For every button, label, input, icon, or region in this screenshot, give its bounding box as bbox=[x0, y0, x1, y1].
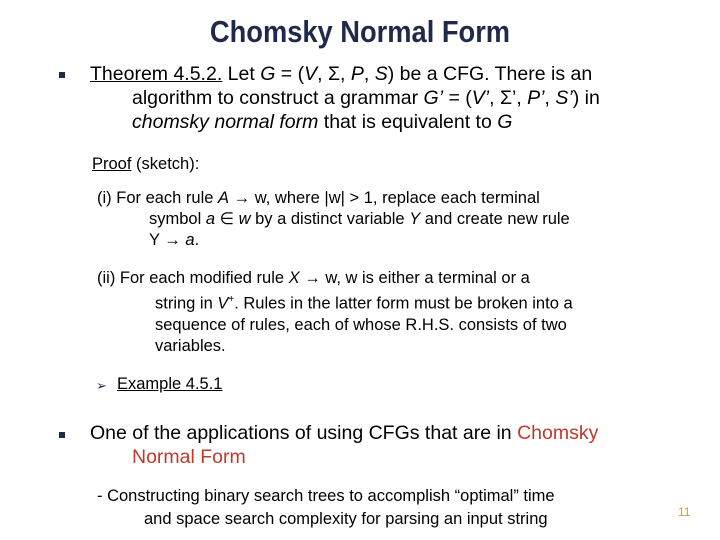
arrow-right-icon: → bbox=[229, 189, 255, 207]
arrow-bullet-icon: ➢ bbox=[96, 378, 107, 393]
text: , bbox=[363, 63, 375, 85]
text: string in bbox=[155, 294, 218, 313]
text: that is equivalent to bbox=[318, 111, 498, 133]
var-p: P bbox=[350, 63, 364, 85]
rule-ii-line-4: variables. bbox=[155, 336, 226, 355]
text: algorithm to construct a grammar bbox=[132, 87, 424, 109]
text: = ( bbox=[443, 87, 472, 109]
bullet-square-icon bbox=[59, 432, 65, 438]
page-number: 11 bbox=[678, 505, 691, 519]
var-v-prime: V’ bbox=[471, 87, 490, 109]
theorem-line-3 bbox=[90, 110, 690, 134]
text: . bbox=[194, 231, 200, 249]
var-y: Y bbox=[409, 210, 421, 228]
text: , bbox=[317, 63, 328, 85]
text: ) be a CFG. There is an bbox=[387, 63, 593, 85]
text: , bbox=[544, 87, 556, 109]
superscript-plus: + bbox=[228, 294, 235, 305]
text: (i) For each rule bbox=[97, 189, 219, 207]
var-s-prime: S’ bbox=[555, 87, 573, 109]
text: and create new rule bbox=[420, 210, 570, 228]
text: . Rules in the latter form must be broken into a bbox=[234, 294, 573, 313]
arrow-right-icon: → bbox=[299, 269, 326, 287]
rule-i-line-2 bbox=[97, 209, 570, 230]
rule-ii-line-2 bbox=[97, 289, 573, 315]
bullet-square-icon bbox=[59, 72, 65, 78]
element-of-symbol: ∈ bbox=[215, 210, 239, 228]
text: , bbox=[340, 63, 351, 85]
text: by a distinct variable bbox=[250, 210, 410, 228]
rule-i-line-3 bbox=[97, 230, 570, 251]
text: (ii) For each modified rule bbox=[97, 269, 289, 287]
var-g: G bbox=[260, 63, 276, 85]
proof-heading bbox=[92, 155, 199, 174]
text: w, where |w| > 1, replace each terminal bbox=[254, 189, 540, 207]
var-s: S bbox=[374, 63, 388, 85]
text: ) in bbox=[572, 87, 600, 109]
highlight-text: Chomsky bbox=[517, 422, 599, 444]
dash-line-1: - Constructing binary search trees to accomplish “optimal” time bbox=[97, 487, 555, 505]
var-v: V bbox=[217, 294, 229, 313]
applications-line-1 bbox=[90, 421, 598, 445]
arrow-right-icon: → bbox=[159, 231, 186, 249]
var-v: V bbox=[304, 63, 318, 85]
text: , bbox=[516, 87, 528, 109]
text: One of the applications of using CFGs that are in bbox=[90, 422, 518, 444]
var-y: Y bbox=[149, 231, 160, 249]
applications-bullet bbox=[90, 421, 598, 469]
sigma-prime-symbol: Σ’ bbox=[499, 87, 517, 109]
proof-label: Proof bbox=[92, 155, 132, 173]
rule-ii-line-3: sequence of rules, each of whose R.H.S. consists of two bbox=[155, 315, 567, 334]
var-x: X bbox=[288, 269, 300, 287]
var-a: a bbox=[185, 231, 195, 249]
var-g-prime: G’ bbox=[423, 87, 444, 109]
applications-line-2: Normal Form bbox=[132, 446, 246, 468]
slide-title: Chomsky Normal Form bbox=[209, 14, 511, 49]
var-p-prime: P’ bbox=[527, 87, 545, 109]
rule-i-line-1 bbox=[97, 188, 570, 209]
theorem-ref: Theorem 4.5.2. bbox=[90, 63, 223, 85]
var-a-cap: A bbox=[218, 189, 230, 207]
proof-rest: (sketch): bbox=[131, 155, 200, 173]
rule-ii-block bbox=[97, 268, 573, 357]
text: w, w is either a terminal or a bbox=[325, 269, 530, 287]
theorem-line-2 bbox=[90, 86, 690, 110]
var-a: a bbox=[205, 210, 216, 228]
dash-item bbox=[97, 485, 555, 531]
var-g: G bbox=[497, 111, 513, 133]
text: symbol bbox=[149, 210, 206, 228]
rule-i-block bbox=[97, 188, 570, 251]
var-w: w bbox=[238, 210, 251, 228]
cnf-term: chomsky normal form bbox=[132, 111, 319, 133]
dash-line-2: and space search complexity for parsing an input string bbox=[144, 510, 548, 528]
text: Let bbox=[222, 63, 261, 85]
theorem-line-1 bbox=[90, 62, 690, 86]
text: , bbox=[489, 87, 500, 109]
example-link[interactable]: Example 4.5.1 bbox=[117, 375, 223, 393]
theorem-block bbox=[90, 62, 690, 134]
sigma-symbol: Σ bbox=[327, 63, 340, 85]
text: = ( bbox=[275, 63, 305, 85]
rule-ii-line-1 bbox=[97, 268, 573, 289]
